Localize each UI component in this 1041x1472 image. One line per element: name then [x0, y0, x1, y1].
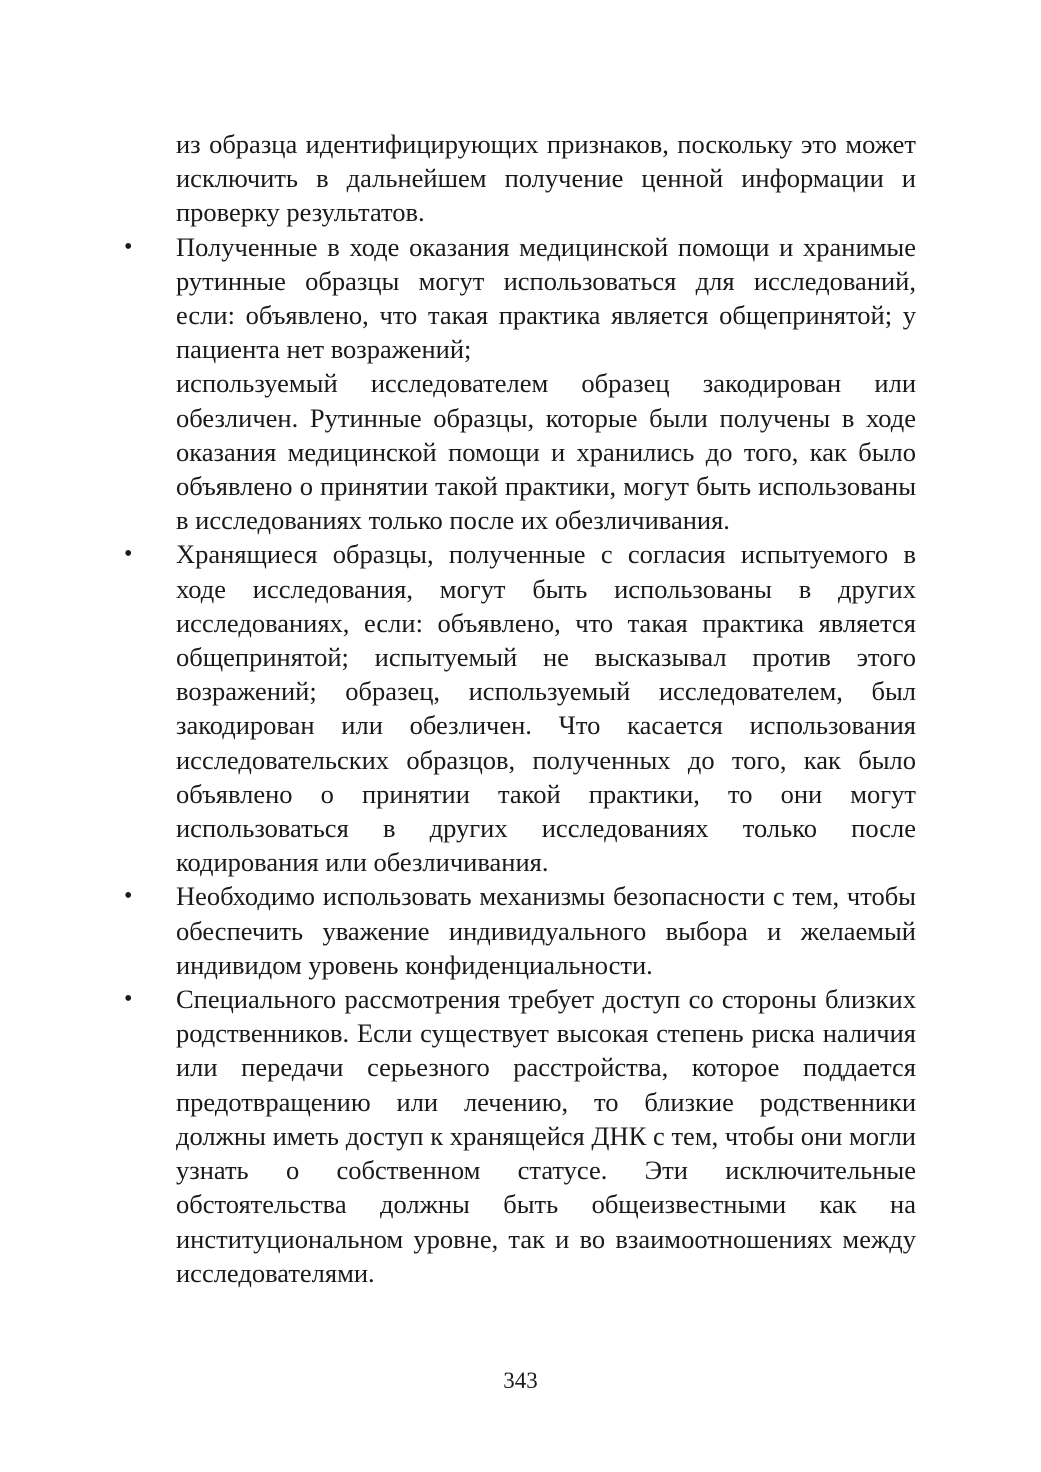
bullet-item-4 — [124, 982, 916, 1290]
bullet-icon: • — [124, 541, 133, 568]
bullet-text-1: Полученные в ходе оказания медицинской помощи и хранимые рутинные образцы могут использоваться для исследований, если: объявлено, что такая практика является общепринятой; у пациента нет возражений; — [176, 231, 916, 365]
bullet-item-2 — [124, 537, 916, 879]
bullet-continuation-1: используемый исследователем образец закодирован или обезличен. Рутинные образцы, которые были получены в ходе оказания медицинской помощи и хранились до того, как было объявлено о принятии такой практики, могут быть использованы в исследованиях только после их обезличивания. — [176, 368, 916, 536]
intro-paragraph: из образца идентифицирующих признаков, поскольку это может исключить в дальнейшем получение ценной информации и проверку результатов. — [176, 129, 916, 228]
bullet-icon: • — [124, 233, 133, 260]
bullet-item-3 — [124, 879, 916, 982]
bullet-text-2: Хранящиеся образцы, полученные с согласия испытуемого в ходе исследования, могут быть использованы в других исследованиях, если: объявлено, что такая практика является общепринятой; испытуемый не высказывал против этого возражений; образец, используемый исследователем, был закодирован или обезличен. Что касается использования исследовательских образцов, полученных до того, как было объявлено о принятии такой практики, то они могут использоваться в других исследованиях только после кодирования или обезличивания. — [176, 539, 916, 878]
page-number: 343 — [503, 1368, 538, 1393]
bullet-icon: • — [124, 986, 133, 1013]
bullet-text-4: Специального рассмотрения требует доступ со стороны близких родственников. Если существует высокая степень риска наличия или передачи серьезного расстройства, которое поддается предотвращению или лечению, то близкие родственники должны иметь доступ к хранящейся ДНК с тем, чтобы они могли узнать о собственном статусе. Эти исключительные обстоятельства должны быть общеизвестными как на институциональном уровне, так и во взаимоотношениях между исследователями. — [176, 984, 916, 1288]
bullet-item-1 — [124, 230, 916, 538]
page-body — [124, 127, 916, 1290]
bullet-text-3: Необходимо использовать механизмы безопасности с тем, чтобы обеспечить уважение индивидуального выбора и желаемый индивидом уровень конфиденциальности. — [176, 881, 916, 980]
bullet-icon: • — [124, 883, 133, 910]
